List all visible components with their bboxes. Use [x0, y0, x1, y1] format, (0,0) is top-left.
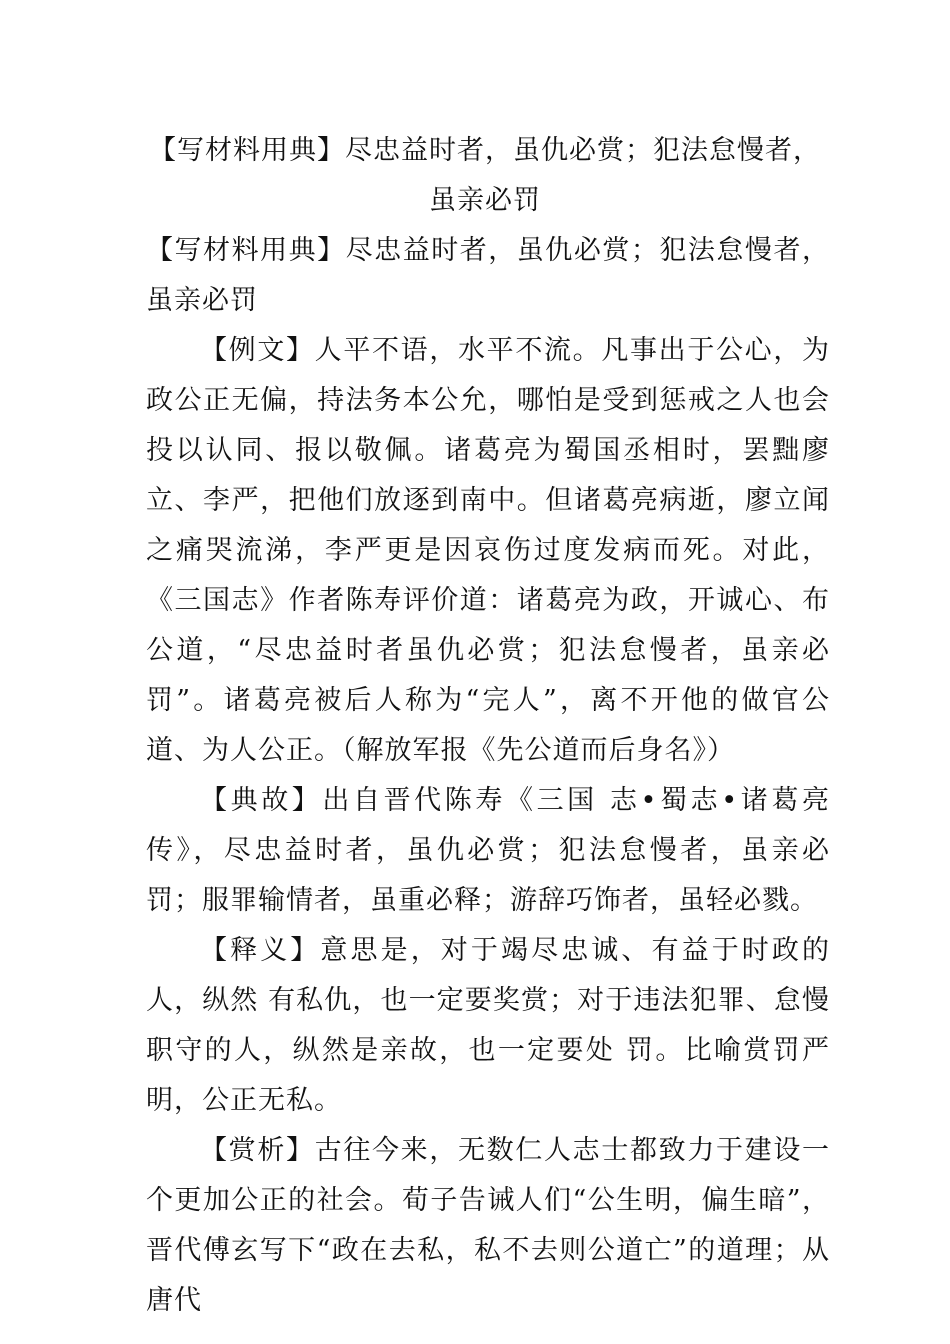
document-title: 【写材料用典】尽忠益时者，虽仇必赏；犯法怠慢者，虽亲必罚	[149, 135, 821, 216]
interpretation-paragraph: 【释义】意思是，对于竭尽忠诚、有益于时政的人，纵然 有私仇，也一定要奖赏；对于违法犯罪、怠慢职守的人，纵然是亲故，也一定要处 罚。比喻赏罚严明，公正无私。	[146, 935, 830, 1116]
appreciation-paragraph: 【赏析】古往今来，无数仁人志士都致力于建设一个更加公正的社会。荀子告诫人们“公生明，偏生暗”，晋代傅玄写下“政在去私，私不去则公道亡”的道理；从唐代	[146, 1135, 830, 1316]
document-body	[146, 226, 830, 1326]
allusion-paragraph: 【典故】出自晋代陈寿《三国 志•蜀志•诸葛亮传》，尽忠益时者，虽仇必赏；犯法怠慢者，虽亲必罚；服罪输情者，虽重必释；游辞巧饰者，虽轻必戮。	[146, 785, 830, 916]
example-paragraph: 【例文】人平不语，水平不流。凡事出于公心，为政公正无偏，持法务本公允，哪怕是受到惩戒之人也会投以认同、报以敬佩。诸葛亮为蜀国丞相时，罢黜廖立、李严，把他们放逐到南中。但诸葛亮病逝，廖立闻之痛哭流涕，李严更是因哀伤过度发病而死。对此，《三国志》作者陈寿评价道：诸葛亮为政，开诚心、布公道，“尽忠益时者虽仇必赏；犯法怠慢者，虽亲必罚”。诸葛亮被后人称为“完人”，离不开他的做官公道、为人公正。（解放军报《先公道而后身名》）	[146, 335, 830, 766]
heading-paragraph: 【写材料用典】尽忠益时者，虽仇必赏；犯法怠慢者，虽亲必罚	[146, 235, 830, 316]
